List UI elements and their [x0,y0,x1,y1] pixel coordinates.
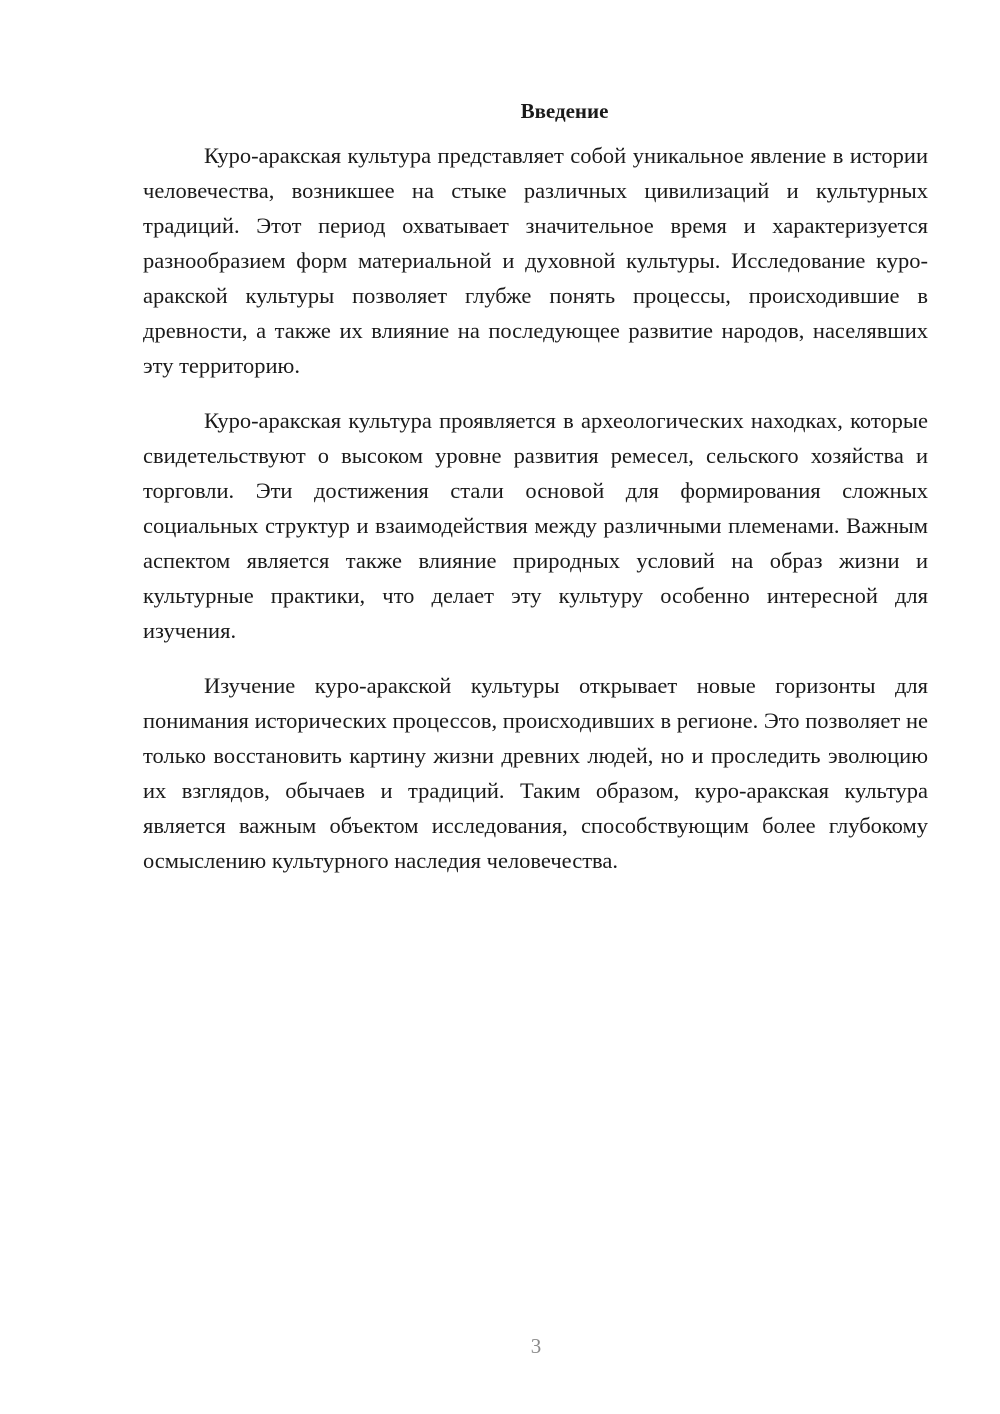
section-title: Введение [520,99,609,123]
page-content [143,94,928,898]
paragraph-3: Изучение куро-аракской культуры открывает новые горизонты для понимания исторических процессов, происходивших в регионе. Это позволяет не только восстановить картину жизни древних людей, но и проследить эволюцию их взглядов, обычаев и традиций. Таким образом, куро-аракская культура является важным объектом исследования, способствующим более глубокому осмыслению культурного наследия человечества. [143,673,928,873]
paragraph-1: Куро-аракская культура представляет собой уникальное явление в истории человечества, возникшее на стыке различных цивилизаций и культурных традиций. Этот период охватывает значительное время и характеризуется разнообразием форм материальной и духовной культуры. Исследование куро-аракской культуры позволяет глубже понять процессы, происходившие в древности, а также их влияние на последующее развитие народов, населявших эту территорию. [143,143,928,378]
paragraph-2: Куро-аракская культура проявляется в археологических находках, которые свидетельствуют о высоком уровне развития ремесел, сельского хозяйства и торговли. Эти достижения стали основой для формирования сложных социальных структур и взаимодействия между различными племенами. Важным аспектом является также влияние природных условий на образ жизни и культурные практики, что делает эту культуру особенно интересной для изучения. [143,408,928,643]
page-number: 3 [530,1334,542,1358]
